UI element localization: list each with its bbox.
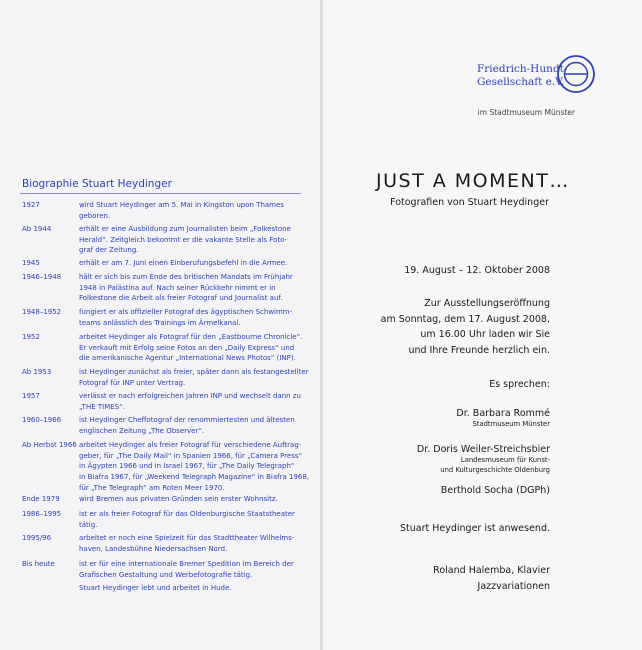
society-name-line1: Friedrich-Hundt- [477,63,568,75]
society-name [477,63,568,89]
biography-year: 1946–1948 [22,273,62,281]
exhibition-title: JUST A MOMENT… [376,170,570,192]
artist-presence-note: Stuart Heydinger ist anwesend. [399,523,550,534]
speaker-affiliation: Landesmuseum für Kunst- [460,456,550,464]
biography-year: Ende 1979 [22,495,60,503]
biography-text-line: „THE TIMES“. [79,402,125,411]
music-line: Jazzvariationen [477,580,550,592]
speaker-name: Dr. Doris Weiler-Streichsbier [416,444,550,455]
biography-text [79,494,309,505]
biography-text-line: geber, für „The Daily Mail“ in Spanien 1966, für „Camera Press“ [79,451,303,460]
biography-text [79,583,309,594]
biography-text-line: Stuart Heydinger lebt und arbeitet in Hude. [79,584,232,592]
biography-text [79,440,309,494]
biography-text-line: graf der Zeitung. [79,246,139,255]
society-logo [556,54,596,94]
biography-text-line: 1948 in Palästina auf. Nach seiner Rückkehr nimmt er in [79,283,276,292]
biography-text-line: in Biafra 1967, für „Weekend Telegraph Magazine“ in Biafra 1968, [79,473,310,482]
society-name-line2: Gesellschaft e.V. [477,76,565,88]
biography-year: 1986–1995 [22,510,62,518]
biography-text [79,258,309,269]
biography-text-line: Fotograf für INP unter Vertrag. [79,378,186,387]
biography-text [79,391,309,412]
biography-text [79,200,309,221]
speaker-name: Dr. Barbara Rommé [456,408,550,419]
speaker-affiliation: und Kulturgeschichte Oldenburg [440,465,550,474]
page-fold [320,0,323,650]
biography-text-line: englischen Zeitung „The Observer“. [79,426,205,435]
speaker-name: Berthold Socha (DGPh) [440,485,550,496]
biography-text [79,533,309,554]
biography-year: Bis heute [22,560,55,568]
biography-text [79,332,309,364]
biography-text-line: die amerikanische Agentur „International News Photos“ (INP). [79,354,296,363]
biography-text [79,367,309,388]
biography-text-line: arbeitet Heydinger als Fotograf für den „Eastbourne Chronicle“. [79,333,303,341]
biography-text-line: wird Stuart Heydinger am 5. Mai in Kingston upon Thames [79,201,284,209]
biography-text-line: arbeitet er noch eine Spielzeit für das Stadttheater Wilhelms- [79,534,295,542]
biography-text-line: haven, Landesbühne Niedersachsen Nord. [79,544,228,553]
opening-line: am Sonntag, dem 17. August 2008, [380,313,550,325]
speakers-label: Es sprechen: [489,379,550,390]
biography-text-line: ist er als freier Fotograf für das Oldenburgische Staatstheater [79,510,295,518]
biography-text-line: teams anlässlich des Trainings im Ärmelkanal. [79,318,241,327]
exhibition-dates: 19. August – 12. Oktober 2008 [404,265,550,276]
biography-text-line: in Ägypten 1966 und in Israel 1967, für „The Daily Telegraph“ [79,462,295,471]
biography-year: Ab 1953 [22,368,52,376]
biography-year: 1995/96 [22,534,52,542]
society-location: im Stadtmuseum Münster [477,108,575,117]
biography-year: 1952 [22,333,40,341]
biography-text-line: erhält er am 7. Juni einen Einberufungsbefehl in die Armee. [79,259,288,267]
biography-year: 1945 [22,259,40,267]
biography-divider [20,193,301,194]
biography-text-line: tätig. [79,520,98,529]
biography-text [79,272,309,304]
biography-text-line: ist Heydinger Cheffotograf der renommiertesten und ältesten [79,416,295,424]
biography-year: 1957 [22,392,40,400]
biography-title: Biographie Stuart Heydinger [22,178,172,190]
speaker [456,407,550,430]
music-line: Roland Halemba, Klavier [433,565,550,576]
biography-text-line: geboren. [79,211,111,220]
exhibition-subtitle: Fotografien von Stuart Heydinger [390,197,549,208]
opening-line: Zur Ausstellungseröffnung [424,298,550,309]
biography-text [79,415,309,436]
music-program [433,563,550,594]
biography-text-line: Herald“. Zeitgleich bekommt er die vakante Stelle als Foto- [79,235,288,244]
biography-text [79,224,309,256]
biography-text-line: Folkestone die Arbeit als freier Fotograf und Journalist auf. [79,294,283,303]
biography-year: Ab Herbst 1966 [22,441,77,449]
biography-text [79,559,309,580]
biography-text-line: verlässt er nach erfolgreichen Jahren INP und wechselt dann zu [79,392,301,400]
biography-text-line: Grafischen Gestaltung und Werbefotografie tätig. [79,570,253,579]
biography-text-line: ist er für eine internationale Bremer Spedition im Bereich der [79,560,294,568]
biography-text-line: fungiert er als offizieller Fotograf des ägyptischen Schwimm- [79,308,293,316]
biography-year: 1948–1952 [22,308,62,316]
speaker [441,484,550,497]
biography-text-line: arbeitet Heydinger als freier Fotograf für verschiedene Auftrag- [79,441,302,449]
opening-line: um 16.00 Uhr laden wir Sie [420,329,550,340]
opening-line: und Ihre Freunde herzlich ein. [408,344,550,356]
biography-text-line: Er verkauft mit Erfolg seine Fotos an den „Daily Express“ und [79,343,295,352]
biography-year: Ab 1944 [22,225,52,233]
biography-year: 1927 [22,201,40,209]
biography-text [79,509,309,530]
speaker-affiliation: Stadtmuseum Münster [472,420,550,428]
biography-text [79,307,309,328]
biography-text-line: ist Heydinger zunächst als freier, später dann als festangestellter [79,368,309,376]
speaker [417,443,550,475]
biography-text-line: erhält er eine Ausbildung zum Journalisten beim „Folkestone [79,225,291,233]
biography-text-line: wird Bremen aus privaten Gründen sein erster Wohnsitz. [79,495,278,503]
opening-invitation [381,296,550,358]
biography-text-line: hält er sich bis zum Ende des britischen Mandats im Frühjahr [79,273,293,281]
biography-year: 1960–1966 [22,416,62,424]
biography-text-line: für „The Telegraph“ am Roten Meer 1970. [79,483,225,492]
